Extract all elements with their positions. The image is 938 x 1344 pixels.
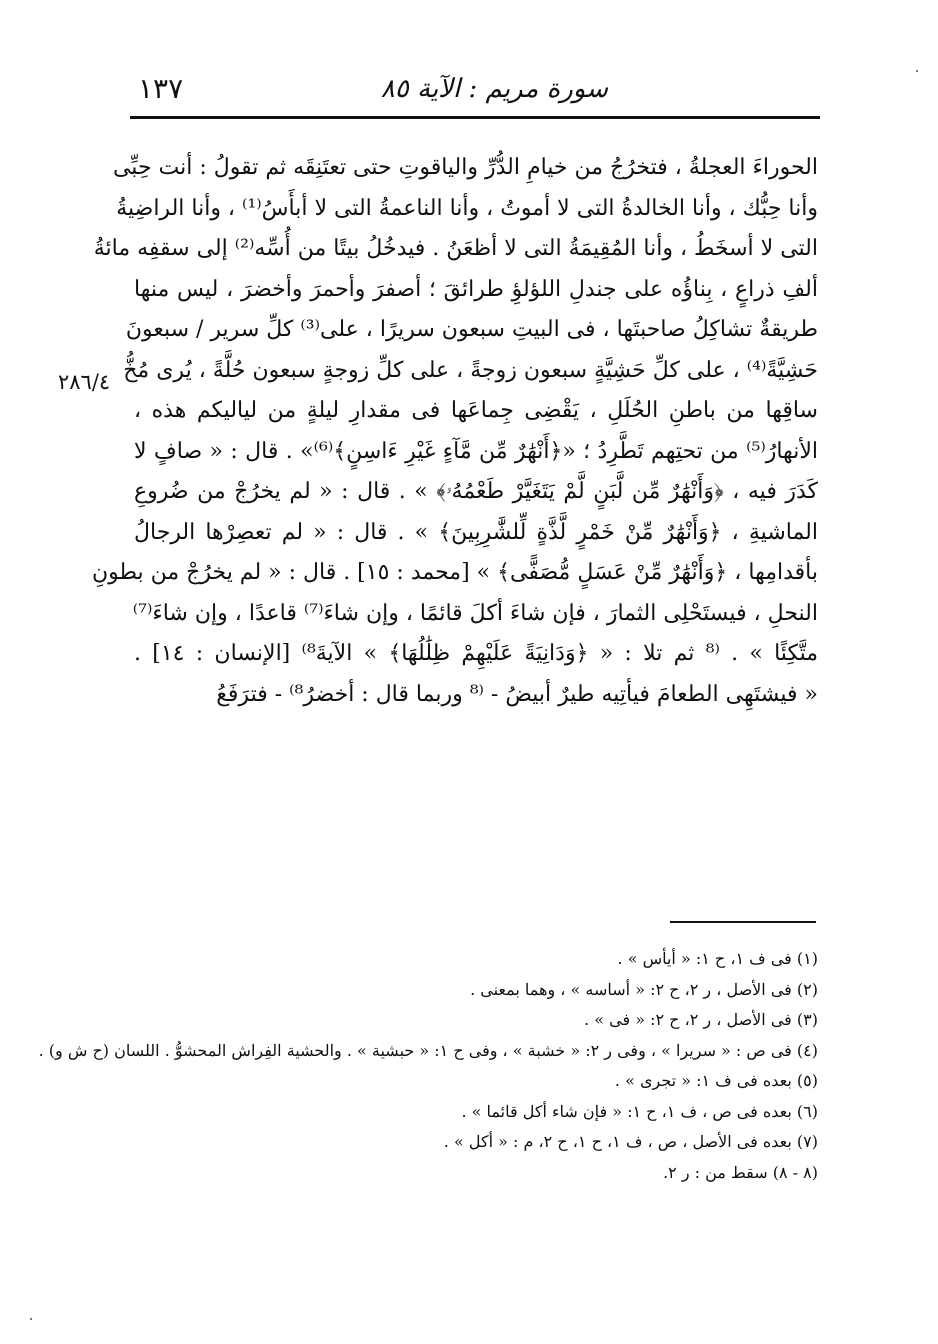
text-line: الحوراءَ العجلةُ ، فتخرُجُ من خيامِ الدُّرِّ والياقوتِ حتى تعتَنِقَه ثم تقولُ : أنت حِبِّى (112, 155, 818, 180)
text-line: طريقةٌ تشاكِلُ صاحبتَها ، فى البيتِ سبعون سريرًا ، على⁽³⁾ كلِّ سرير / سبعونَ (125, 317, 818, 342)
header-rule (130, 116, 820, 119)
footnote: (١) فى ف ١، ح ١: « أيأس » . (617, 949, 818, 968)
text-line: الماشيةِ ، ﴿وَأَنْهَٰرٌ مِّنْ خَمْرٍ لَّذَّةٍ لِّلشَّٰرِبِينَ﴾ » . قال : « لم تعصِرْها الرجالُ (134, 519, 818, 545)
text-line: متَّكِئًا » . ⁽⁸ ثم تلا : « ﴿وَدَانِيَةً عَلَيْهِمْ ظِلَٰلُهَا﴾ » الآيةَ⁸⁾ [الإنسان : ١٤] . (134, 641, 819, 666)
footnote: (٧) بعده فى الأصل ، ص ، ف ١، ح ١، ح ٢، م : « أكل » . (443, 1132, 818, 1151)
footnote: (٢) فى الأصل ، ر ٢، ح ٢: « أساسه » ، وهما بمعنى . (470, 979, 818, 999)
text-line: التى لا أسخَطُ ، وأنا المُقِيمَةُ التى لا أظعَنُ . فيدخُلُ بيتًا من أُسِّه⁽²⁾ إلى سقفِه مائةُ (93, 236, 818, 261)
text-line: بأقدامِها ، ﴿وَأَنْهَٰرٌ مِّنْ عَسَلٍ مُّصَفًّى﴾ » [محمد : ١٥] . قال : « لم يخرُجْ من بطونِ (91, 560, 818, 585)
text-line: وأنا حِبُّك ، وأنا الخالدةُ التى لا أموتُ ، وأنا الناعمةُ التى لا أبأَسُ⁽¹⁾ ، وأنا الراضِيةُ (116, 195, 818, 221)
footnote: (٦) بعده فى ص ، ف ١، ح ١: « فإن شاء أكل قائما » . (461, 1101, 818, 1121)
text-line: الأنهارُ⁽⁵⁾ من تحتِهم تَطَّرِدُ ؛ «﴿أَنْهَٰرٌ مِّن مَّآءٍ غَيْرِ ءَاسِنٍ﴾⁽⁶⁾» . قال : « صافٍ لا (134, 438, 818, 464)
running-title: سورة مريم : الآية ٨٥ (380, 74, 608, 104)
footnote-separator (670, 921, 816, 923)
footnotes (38, 944, 818, 1188)
scan-speck (30, 1318, 32, 1320)
text-line: ساقِها من باطنِ الحُلَلِ ، يَقْضِى جِماعَها فى مقدارِ ليلةٍ من لياليكم هذه ، (134, 398, 818, 423)
main-text (91, 148, 819, 715)
text-line: النحلِ ، فيستَحْلِى الثمارَ ، فإن شاءَ أكلَ قائمًا ، وإن شاءَ⁽⁷⁾ قاعدًا ، وإن شاءَ⁽⁷⁾ (132, 600, 818, 626)
text-line: « فيشتَهِى الطعامَ فيأتِيه طيرٌ أبيضُ - ⁽⁸ وربما قال : أخضرُ⁸⁾ - فترَفَعُ (216, 681, 818, 707)
footnote: (٥) بعده فى ف ١: « تجرى » . (614, 1071, 818, 1090)
text-line: ألفِ ذراعٍ ، بِناؤُه على جندلِ اللؤلؤِ طرائقَ ؛ أصفرَ وأحمرَ وأخضرَ ، ليس منها (134, 276, 818, 302)
text-line: كَدَرَ فيه ، ﴿وَأَنْهَٰرٌ مِّن لَّبَنٍ لَّمْ يَتَغَيَّرْ طَعْمُهُۥ﴾ » . قال : « لم يخرُجْ من ضُروعِ (134, 479, 818, 504)
footnote: (٣) فى الأصل ، ر ٢، ح ٢: « فى » . (584, 1010, 818, 1029)
running-header (132, 66, 818, 116)
margin-reference: ٢٨٦/٤ (58, 370, 111, 394)
text-line: حَشِيَّةً⁽⁴⁾ ، على كلِّ حَشِيَّةٍ سبعون زوجةً ، على كلِّ زوجةٍ سبعون حُلَّةً ، يُرى مُخُّ (123, 357, 818, 383)
scan-speck (916, 70, 918, 72)
page-number: ١٣٧ (138, 72, 184, 105)
footnote: (٨ - ٨) سقط من : ر ٢. (663, 1162, 818, 1182)
footnote: (٤) فى ص : « سريرا » ، وفى ر ٢: « خشبة » ، وفى ح ١: « حبشية » . والحشية الفِراش المحشوُّ . اللسان (ح ش و) . (38, 1040, 818, 1060)
